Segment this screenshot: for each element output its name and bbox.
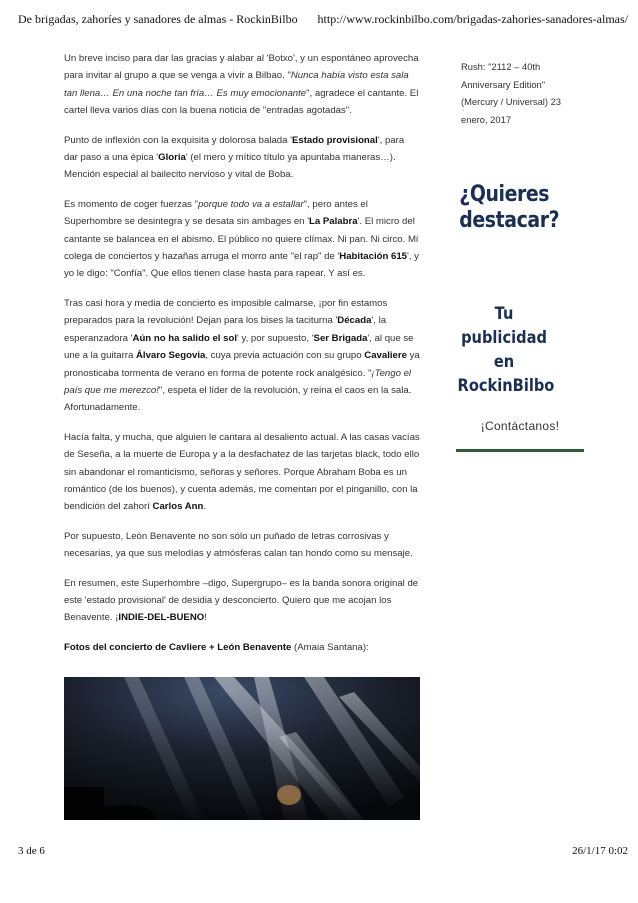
- link-cavaliere[interactable]: Cavaliere: [364, 350, 407, 362]
- article-body: [64, 50, 420, 668]
- paragraph-7: En resumen, este Superhombre –digo, Supergrupo– es la banda sonora original de este 'estado provisional' de desidia y desconcierto. Quiero que me acojan los Benavente. ¡INDIE-DEL-BUENO!: [64, 577, 419, 624]
- sidebar-release-info: [461, 58, 591, 128]
- ad-headline: ¿Quieres destacar?: [459, 182, 560, 233]
- paragraph-2: Punto de inflexión con la exquisita y dolorosa balada 'Estado provisional', para dar paso a una épica 'Gloria' (el mero y mítico título ya apuntaba maneras…). Mención especial al bailecito nervioso y vital de Boba.: [64, 134, 405, 181]
- print-header: [18, 12, 628, 28]
- concert-photo-image: [64, 677, 420, 820]
- print-page-url: http://www.rockinbilbo.com/brigadas-zahories-sanadores-almas/: [317, 12, 628, 26]
- print-footer: [18, 845, 628, 859]
- paragraph-1: Un breve inciso para dar las gracias y alabar al 'Botxo', y un espontáneo aprovecha para invitar al grupo a que se venga a vivir a Bilbao. "Nunca había visto esta sala tan llena… En una noche tan fría… Es muy emocionante", agradece el cantante. El cartel lleva varios días con la buena noticia de "entradas agotadas".: [64, 53, 419, 117]
- paragraph-5: Hacía falta, y mucha, que alguien le cantara al desaliento actual. A las casas vacías de Seseña, a la muerte de Europa y a la desfachatez de las tarjetas black, todo ello sin abandonar el romanticismo, señoras y señores. Porque Abraham Boba es un romántico (de los buenos), y cuenta además, me comentan por el pinganillo, con la bendición del zahorí Carlos Ann.: [64, 431, 420, 513]
- contact-button[interactable]: ¡Contáctanos!: [456, 412, 584, 452]
- paragraph-3: Es momento de coger fuerzas "porque todo va a estallar", pero antes el Superhombre se desintegra y se desata sin ambages en 'La Palabra'. El micro del cantante se balancea en el abismo. El público no quiere clímax. Ni pan. Ni circo. Mi colega de conciertos y hazañas arruga el morro ante "el rap" de 'Habitación 615', y yo le digo: "Confía". Que ellos tienen clase hasta para rapear. Y así es.: [64, 198, 419, 280]
- print-page-number: 3 de 6: [18, 845, 45, 857]
- paragraph-4: Tras casi hora y media de concierto es imposible calmarse, ¡por fin estamos preparados para la revolución! Dejan para los bises la taciturna 'Década', la esperanzadora 'Aún no ha salido el sol' y, por supuesto, 'Ser Brigada', al que se une a la guitarra Álvaro Segovia, cuya previa actuación con su grupo Cavaliere ya pronosticaba tormenta de verano en forma de potente rock analgésico. "¡Tengo el país que me merezco!", espeta el líder de la revolución, y reina el caos en la sala. Afortunadamente.: [64, 297, 420, 414]
- link-carlos-ann[interactable]: Carlos Ann: [152, 501, 204, 513]
- paragraph-6: Por supuesto, León Benavente no son sólo un puñado de letras corrosivas y necesarias, ya que sus melodías y atmósferas calan tan hondo como su mensaje.: [64, 530, 413, 560]
- link-alvaro-segovia[interactable]: Álvaro Segovia: [136, 350, 206, 362]
- concert-photo: [64, 677, 420, 820]
- print-datetime: 26/1/17 0:02: [572, 845, 628, 857]
- ad-subheadline: Tu publicidad en RockinBilbo: [457, 304, 555, 396]
- release-text: Rush: "2112 – 40th Anniversary Edition" (Mercury / Universal) 23 enero, 2017: [461, 61, 562, 125]
- print-page-title: De brigadas, zahoríes y sanadores de almas - RockinBilbo: [18, 12, 298, 26]
- paragraph-8: Fotos del concierto de Cavliere + León Benavente (Amaia Santana):: [64, 641, 369, 653]
